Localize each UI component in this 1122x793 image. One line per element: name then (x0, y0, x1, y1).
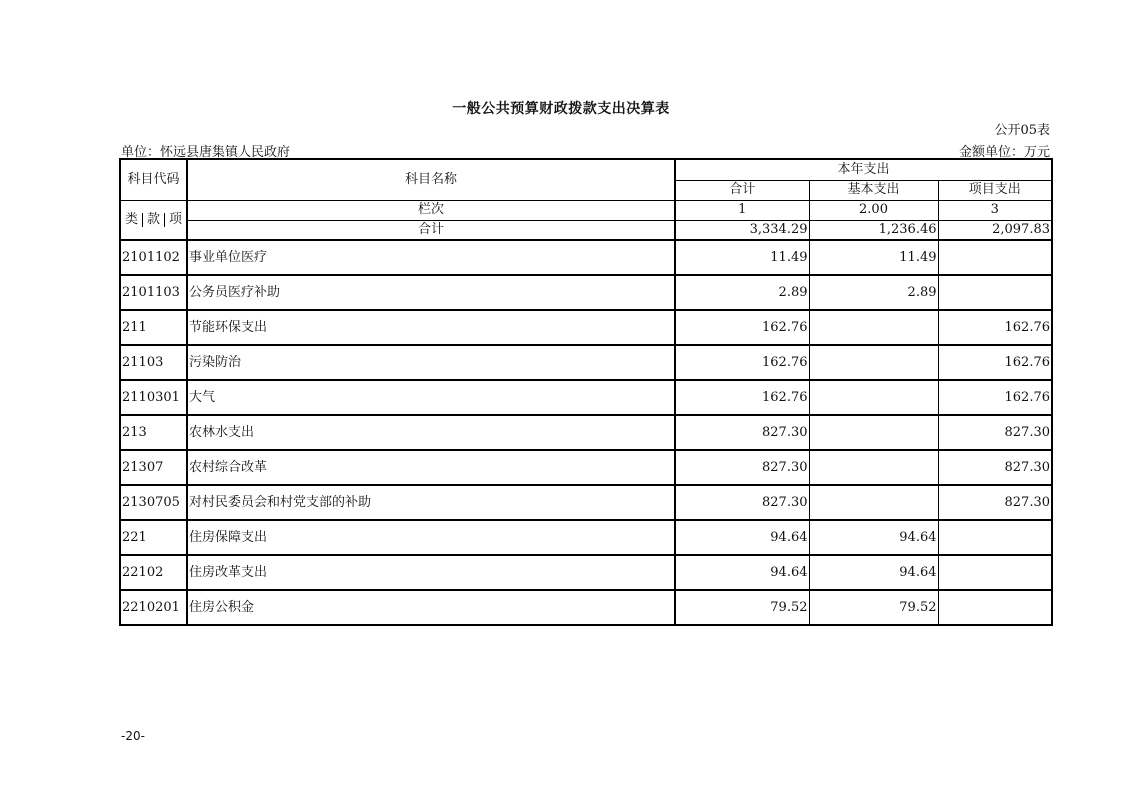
table-row (120, 415, 1052, 450)
table-row (120, 275, 1052, 310)
row-project: 827.30 (938, 415, 1052, 450)
row-name: 住房公积金 (187, 590, 675, 625)
header-column-no: 栏次 (187, 200, 675, 220)
total-amount: 3,334.29 (675, 220, 809, 240)
total-label: 合计 (187, 220, 675, 240)
expenditure-table (119, 158, 1053, 626)
column-no-3: 3 (938, 200, 1052, 220)
row-code: 21103 (120, 345, 187, 380)
row-basic (809, 450, 938, 485)
row-total: 827.30 (675, 415, 809, 450)
table-row (120, 345, 1052, 380)
row-code: 2101103 (120, 275, 187, 310)
document-title: 一般公共预算财政拨款支出决算表 (452, 101, 670, 117)
table-row (120, 485, 1052, 520)
row-total: 162.76 (675, 380, 809, 415)
header-item: 项 (168, 211, 182, 227)
table-row (120, 310, 1052, 345)
row-total: 94.64 (675, 520, 809, 555)
row-project (938, 590, 1052, 625)
table-row (120, 450, 1052, 485)
row-name: 农村综合改革 (187, 450, 675, 485)
row-name: 大气 (187, 380, 675, 415)
reporting-unit: 单位：怀远县唐集镇人民政府 (121, 145, 291, 160)
row-code: 22102 (120, 555, 187, 590)
row-total: 2.89 (675, 275, 809, 310)
form-number: 公开05表 (994, 123, 1050, 138)
row-total: 11.49 (675, 240, 809, 275)
row-name: 住房改革支出 (187, 555, 675, 590)
row-project: 827.30 (938, 450, 1052, 485)
row-basic: 94.64 (809, 520, 938, 555)
header-row-1 (120, 159, 1052, 180)
amount-unit: 金额单位：万元 (958, 145, 1050, 160)
header-class-section-item (120, 200, 187, 240)
row-code: 211 (120, 310, 187, 345)
row-total: 827.30 (675, 485, 809, 520)
total-row (120, 220, 1052, 240)
column-no-2: 2.00 (809, 200, 938, 220)
row-code: 2101102 (120, 240, 187, 275)
row-basic (809, 345, 938, 380)
total-basic: 1,236.46 (809, 220, 938, 240)
row-total: 827.30 (675, 450, 809, 485)
header-project: 项目支出 (938, 180, 1052, 200)
row-project: 827.30 (938, 485, 1052, 520)
header-current-year: 本年支出 (675, 159, 1052, 180)
row-project (938, 520, 1052, 555)
column-no-1: 1 (675, 200, 809, 220)
row-project: 162.76 (938, 310, 1052, 345)
row-name: 事业单位医疗 (187, 240, 675, 275)
header-basic: 基本支出 (809, 180, 938, 200)
row-project (938, 275, 1052, 310)
row-code: 2110301 (120, 380, 187, 415)
page-number: -20- (121, 729, 145, 743)
row-project (938, 240, 1052, 275)
row-name: 农林水支出 (187, 415, 675, 450)
total-project: 2,097.83 (938, 220, 1052, 240)
table-row (120, 380, 1052, 415)
row-name: 污染防治 (187, 345, 675, 380)
row-basic: 2.89 (809, 275, 938, 310)
header-name: 科目名称 (187, 159, 675, 200)
row-code: 221 (120, 520, 187, 555)
row-basic (809, 485, 938, 520)
table-row (120, 240, 1052, 275)
row-code: 2130705 (120, 485, 187, 520)
row-total: 79.52 (675, 590, 809, 625)
row-total: 94.64 (675, 555, 809, 590)
row-name: 对村民委员会和村党支部的补助 (187, 485, 675, 520)
row-name: 住房保障支出 (187, 520, 675, 555)
row-name: 节能环保支出 (187, 310, 675, 345)
row-basic (809, 310, 938, 345)
row-code: 2210201 (120, 590, 187, 625)
row-name: 公务员医疗补助 (187, 275, 675, 310)
row-basic: 11.49 (809, 240, 938, 275)
row-basic: 79.52 (809, 590, 938, 625)
row-project: 162.76 (938, 345, 1052, 380)
row-total: 162.76 (675, 310, 809, 345)
header-class: 类 (121, 213, 143, 227)
row-total: 162.76 (675, 345, 809, 380)
header-code: 科目代码 (120, 159, 187, 200)
row-code: 21307 (120, 450, 187, 485)
column-number-row (120, 200, 1052, 220)
row-project (938, 555, 1052, 590)
row-project: 162.76 (938, 380, 1052, 415)
table-row (120, 590, 1052, 625)
header-section: 款 (143, 213, 165, 227)
row-basic (809, 380, 938, 415)
row-basic (809, 415, 938, 450)
row-basic: 94.64 (809, 555, 938, 590)
row-code: 213 (120, 415, 187, 450)
table-row (120, 520, 1052, 555)
table-row (120, 555, 1052, 590)
header-total: 合计 (675, 180, 809, 200)
